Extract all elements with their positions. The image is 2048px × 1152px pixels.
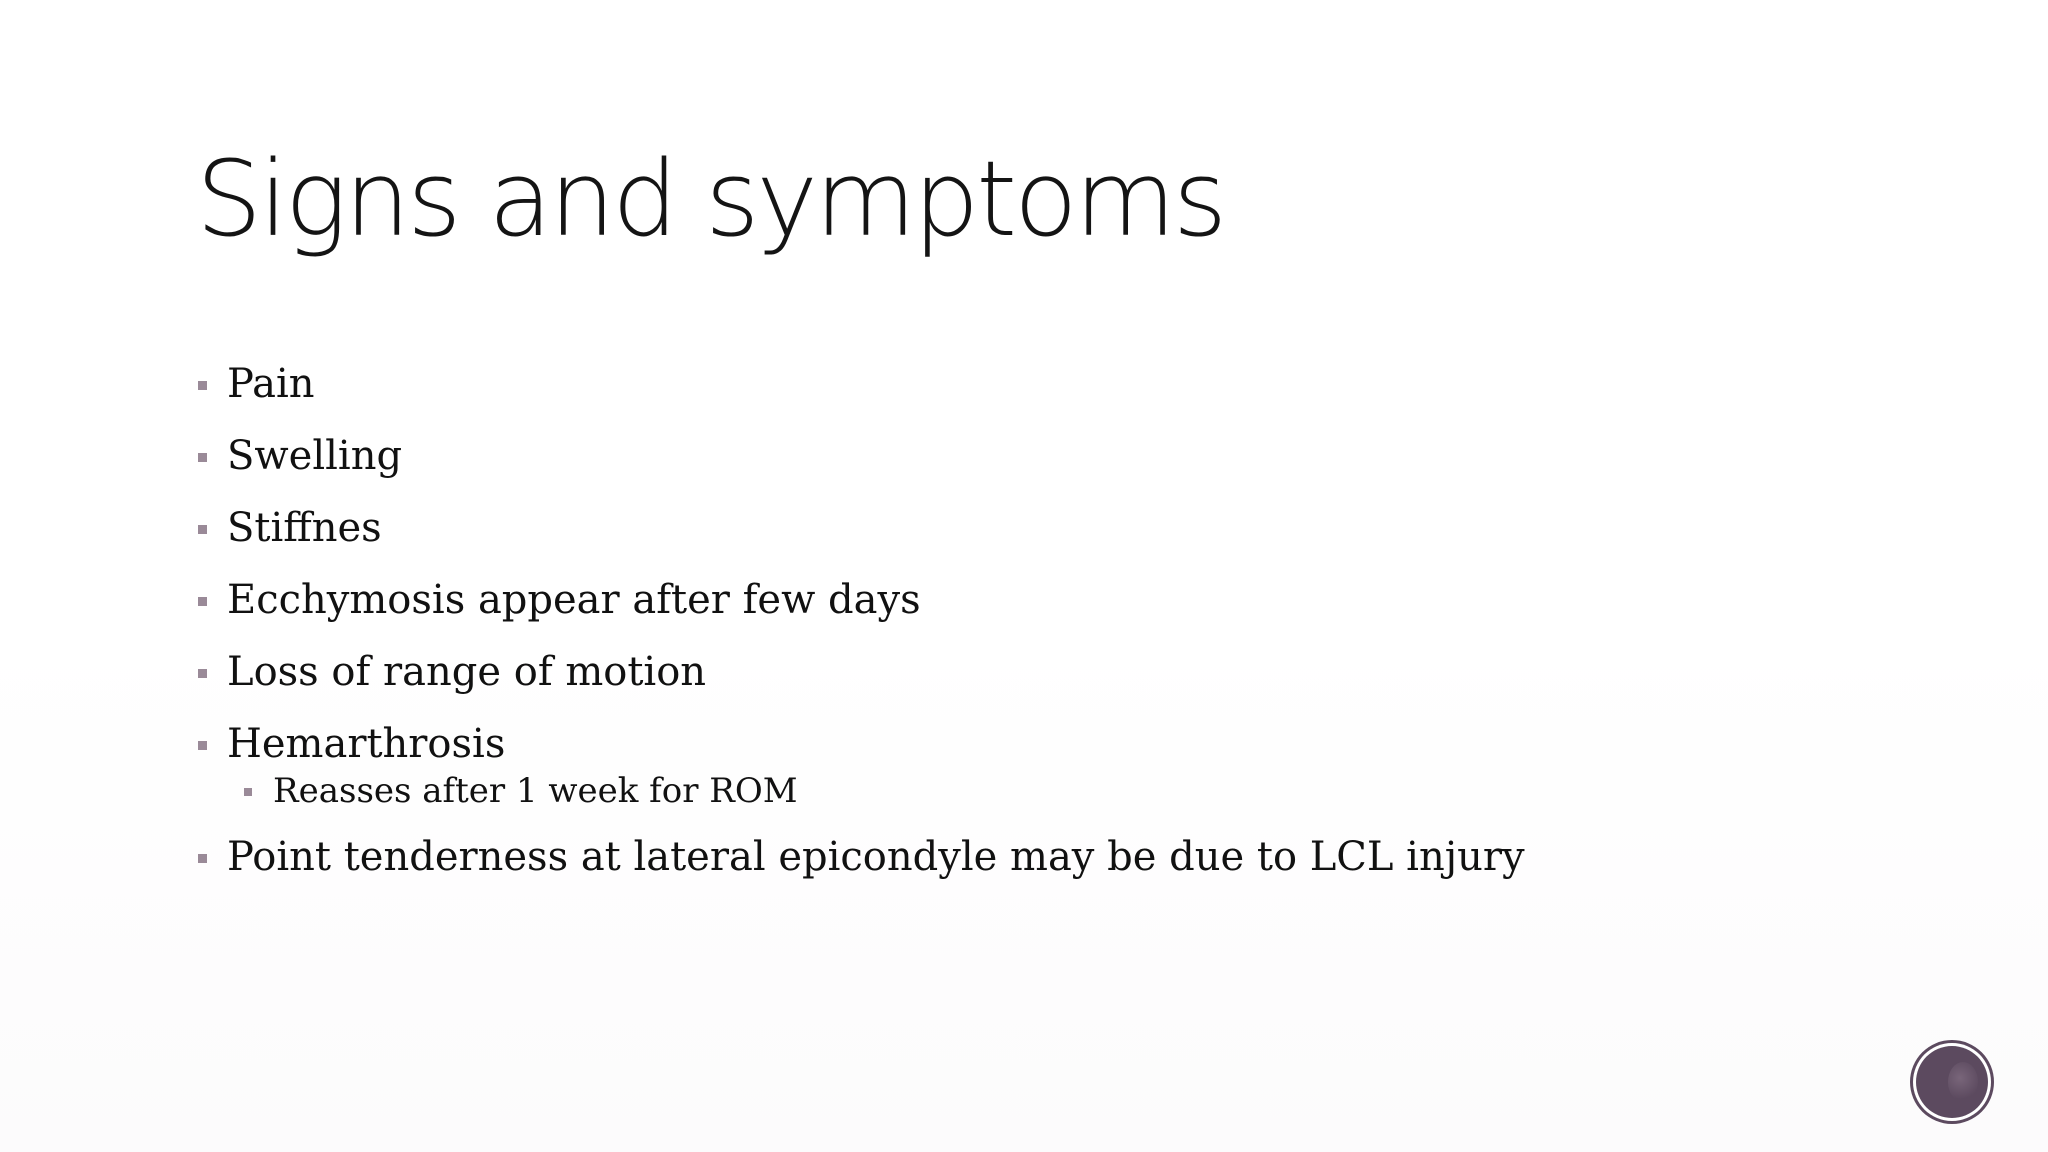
bullet-item-hemarthrosis — [196, 720, 1525, 811]
sub-bullet-list — [227, 771, 1525, 811]
square-bullet-icon — [198, 854, 207, 863]
slide-navigation-button[interactable] — [1916, 1046, 1988, 1118]
slide-title: Signs and symptoms — [196, 138, 1225, 260]
square-bullet-icon — [244, 788, 252, 796]
bullet-item-point-tenderness — [196, 833, 1525, 881]
square-bullet-icon — [198, 381, 207, 390]
square-bullet-icon — [198, 597, 207, 606]
bullet-item-swelling — [196, 432, 1525, 480]
sub-bullet-text: Reasses after 1 week for ROM — [273, 771, 798, 811]
bullet-item-pain — [196, 360, 1525, 408]
bullet-list — [196, 360, 1525, 905]
bullet-text: Hemarthrosis — [227, 721, 506, 767]
bullet-text: Pain — [227, 361, 315, 407]
bullet-item-stiffness — [196, 504, 1525, 552]
bullet-text: Ecchymosis appear after few days — [227, 577, 921, 623]
bullet-item-range-of-motion — [196, 648, 1525, 696]
bullet-item-ecchymosis — [196, 576, 1525, 624]
square-bullet-icon — [198, 525, 207, 534]
square-bullet-icon — [198, 741, 207, 750]
bullet-text: Stiffnes — [227, 505, 382, 551]
bullet-text: Loss of range of motion — [227, 649, 707, 695]
bullet-text: Point tenderness at lateral epicondyle may be due to LCL injury — [227, 834, 1525, 880]
square-bullet-icon — [198, 669, 207, 678]
sub-bullet-item-reassess — [242, 771, 1525, 811]
decorative-texture — [1948, 1062, 1978, 1102]
bullet-text: Swelling — [227, 433, 403, 479]
square-bullet-icon — [198, 453, 207, 462]
